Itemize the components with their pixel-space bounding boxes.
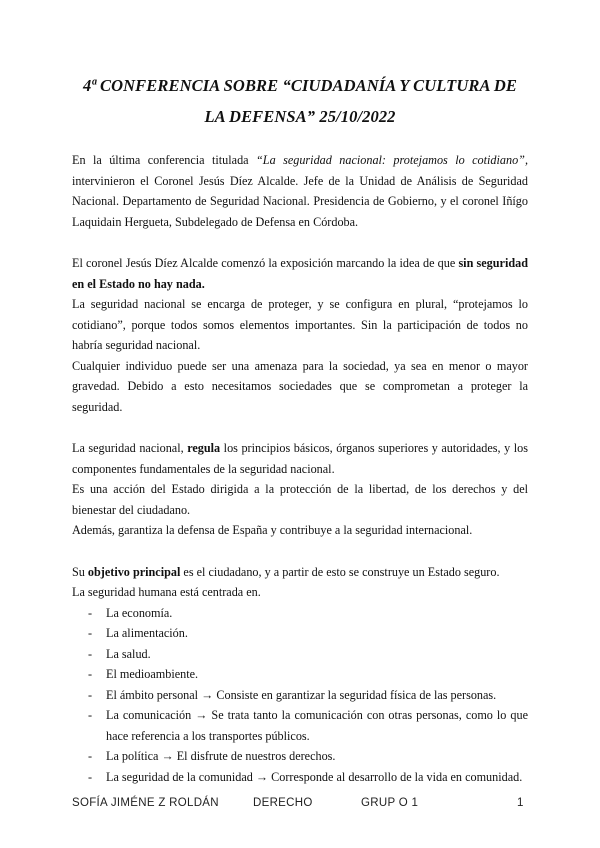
objective-text-before: Su — [72, 564, 88, 579]
list-item-text: El ámbito personal → Consiste en garantizar la seguridad física de las personas. — [106, 687, 497, 702]
list-dash: - — [88, 626, 93, 640]
paragraph-plural: La seguridad nacional se encarga de proteger, y se configura en plural, “protejamos lo cotidiano”, porque todos somos elementos importantes. Sin la participación de todos no habría seguridad nacional. — [72, 297, 528, 352]
list-dash: - — [88, 646, 93, 661]
paragraph-threat: Cualquier individuo puede ser una amenaza para la sociedad, ya sea en menor o mayor gravedad. Debido a esto necesitamos sociedades que se comprometan a proteger la seguridad. — [72, 358, 528, 414]
paragraph-state-action: Es una acción del Estado dirigida a la protección de la libertad, de los derechos y del bienestar del ciudadano. — [72, 482, 528, 517]
human-security-list — [72, 603, 528, 788]
list-item-text: La seguridad de la comunidad → Corresponde al desarrollo de la vida en comunidad. — [106, 769, 523, 784]
list-item — [72, 603, 528, 624]
list-item — [72, 664, 528, 685]
footer-page-number: 1 — [517, 797, 524, 809]
list-item — [72, 705, 528, 746]
title-line-1: 4ª CONFERENCIA SOBRE “CIUDADANÍA Y CULTURA DE — [82, 76, 518, 95]
regulates-text-before: La seguridad nacional, — [72, 441, 188, 455]
intro-text: En la última conferencia titulada — [72, 153, 257, 167]
list-item — [72, 767, 528, 788]
list-dash: - — [88, 769, 93, 784]
footer-group: GRUP O 1 — [361, 797, 419, 809]
list-dash: - — [88, 708, 93, 722]
paragraph-defense: Además, garantiza la defensa de España y contribuye a la seguridad internacional. — [72, 523, 473, 537]
list-item — [72, 685, 528, 706]
list-dash: - — [88, 605, 93, 620]
list-item-text: La economía. — [106, 605, 173, 620]
list-item-text: La salud. — [106, 646, 151, 661]
regulates-text-after: los principios básicos, órganos superiores y autoridades, y los componentes fundamentales de la seguridad nacional. — [72, 441, 528, 476]
list-dash: - — [88, 749, 93, 763]
list-item — [72, 644, 528, 665]
paragraph-intro — [72, 150, 528, 232]
paragraph-human-security: La seguridad humana está centrada en. — [72, 585, 261, 599]
list-item-text: La alimentación. — [106, 626, 188, 640]
exposition-emphasis: sin seguridad en el Estado no hay nada. — [72, 256, 528, 291]
regulates-emphasis: regula — [187, 441, 221, 455]
intro-speakers-text: intervinieron el Coronel Jesús Díez Alcalde. Jefe de la Unidad de Análisis de Seguridad Nacional. Departamento de Seguridad Nacional. Presidencia de Gobierno, y el coronel Iñígo Laquidain Hergueta, Subdelegado de Defensa en Córdoba. — [72, 173, 528, 229]
objective-emphasis: objetivo principal — [87, 564, 181, 579]
document-body — [72, 150, 528, 787]
document-title — [60, 70, 540, 132]
list-dash: - — [88, 667, 93, 681]
paragraph-exposition — [72, 253, 528, 294]
list-item-text: La política → El disfrute de nuestros derechos. — [106, 749, 336, 763]
conference-title-quote: “La seguridad nacional: protejamos lo cotidiano”, — [256, 153, 529, 167]
paragraph-regulates — [72, 438, 528, 479]
exposition-text: El coronel Jesús Díez Alcalde comenzó la exposición marcando la idea de que — [72, 256, 459, 270]
paragraph-gap — [72, 541, 528, 562]
page-footer — [0, 797, 600, 815]
title-line-2: LA DEFENSA” 25/10/2022 — [204, 107, 396, 126]
objective-text-after: es el ciudadano, y a partir de esto se construye un Estado seguro. — [180, 564, 500, 579]
list-item — [72, 746, 528, 767]
list-item-text: El medioambiente. — [106, 667, 199, 681]
list-dash: - — [88, 687, 93, 702]
footer-author: SOFÍA JIMÉNE Z ROLDÁN — [72, 797, 219, 809]
list-item — [72, 623, 528, 644]
list-item-text: La comunicación → Se trata tanto la comunicación con otras personas, como lo que hace referencia a los transportes públicos. — [106, 708, 528, 743]
paragraph-objective — [72, 562, 528, 583]
paragraph-gap — [72, 232, 528, 253]
footer-subject: DERECHO — [253, 797, 313, 809]
paragraph-gap — [72, 417, 528, 438]
